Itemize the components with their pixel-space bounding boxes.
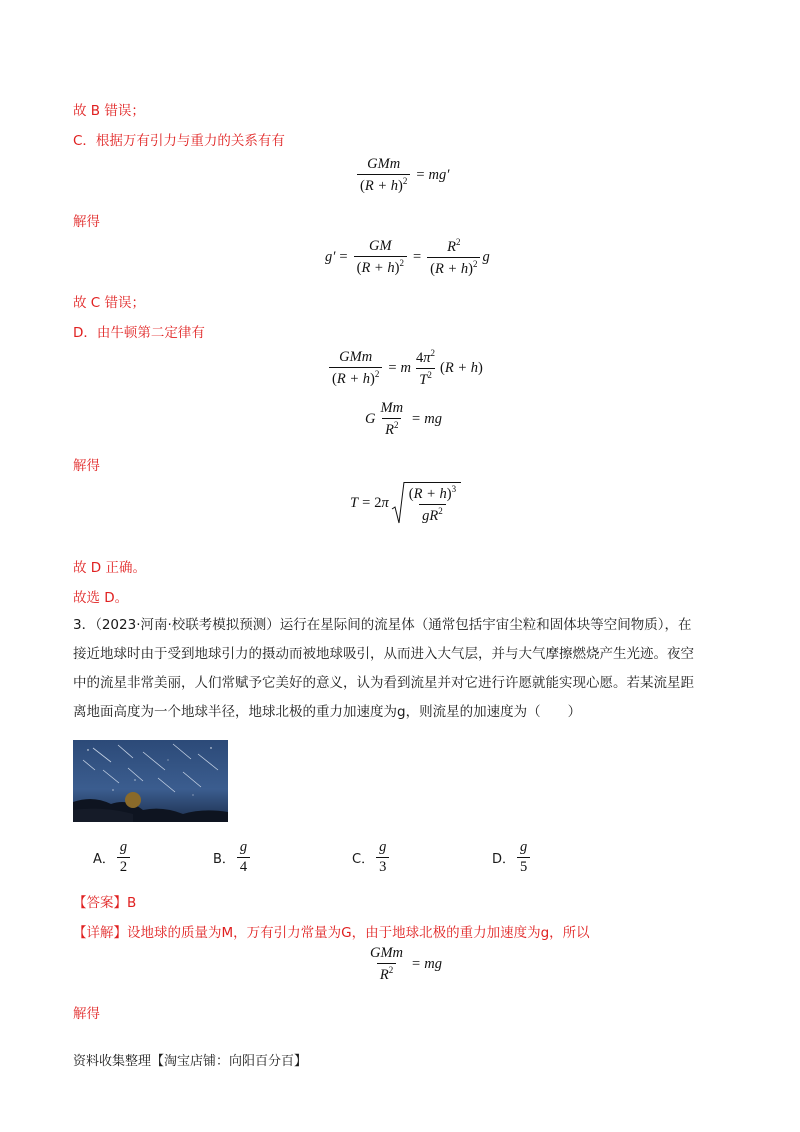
question-text-2: 接近地球时由于受到地球引力的摄动而被地球吸引，从而进入大气层，并与大气摩擦燃烧产生光迹。夜空	[73, 646, 694, 662]
page-footer: 资料收集整理【淘宝店铺：向阳百分百】	[73, 1054, 308, 1069]
question-text-3: 中的流星非常美丽，人们常赋予它美好的意义，认为看到流星并对它进行许愿就能实现心愿。若某流星距	[73, 675, 694, 691]
formula-period: T = 2 π $\frac{(R + h)^3}{gR^2}$	[350, 481, 461, 525]
formula-g-prime: g′ = $\frac{GM}{(R + h)^2}$ = $\frac{R^2}{(R + h)^2}$ g	[325, 237, 490, 277]
line-solve-3: 解得	[73, 1006, 100, 1022]
option-a-label: A．	[93, 852, 115, 868]
sqrt-sign-icon	[391, 481, 405, 525]
formula-gravity-relation: $\frac{\text{GMm}}{(R + h)^2}$ = mg′	[355, 157, 449, 194]
formula-surface-gravity: G $\frac{Mm}{R^2}$ = mg	[365, 400, 442, 439]
line-d-right: 故 D 正确。	[73, 560, 146, 576]
option-b-den: 4	[237, 857, 250, 875]
formula-newton-second-law: $\frac{\text{GMm}}{(R + h)^2}$ = m $\frac{4\pi^2}{T^2}$ ( R + h )	[327, 349, 483, 388]
line-solve-1: 解得	[73, 214, 100, 230]
detail-text: 设地球的质量为M，万有引力常量为G，由于地球北极的重力加速度为g，所以	[127, 925, 590, 941]
answer-line	[73, 891, 136, 911]
option-d[interactable]	[492, 840, 532, 875]
line-d-intro: D．由牛顿第二定律有	[73, 325, 205, 341]
answer-tag: 【答案】	[73, 895, 127, 911]
line-c-wrong: 故 C 错误；	[73, 295, 146, 311]
option-c[interactable]	[352, 840, 391, 875]
answer-value: B	[127, 895, 137, 911]
question-number: 3．	[73, 617, 96, 633]
option-d-den: 5	[517, 857, 530, 875]
option-c-label: C．	[352, 852, 375, 868]
detail-line	[73, 921, 590, 941]
option-a-num: g	[119, 839, 128, 855]
option-c-num: g	[379, 839, 387, 855]
question-text-4: 离地面高度为一个地球半径，地球北极的重力加速度为g，则流星的加速度为（ ）	[73, 704, 582, 720]
detail-tag: 【详解】	[73, 925, 127, 941]
line-choose: 故选 D。	[73, 590, 129, 606]
meteor-shower-image	[73, 740, 228, 822]
question-text-1: 运行在星际间的流星体（通常包括宇宙尘粒和固体块等空间物质），在	[279, 617, 692, 633]
option-d-label: D．	[492, 852, 516, 868]
option-a-den: 2	[117, 857, 130, 875]
line-c-intro: C．根据万有引力与重力的关系有有	[73, 133, 285, 149]
line-b-wrong: 故 B 错误；	[73, 103, 145, 119]
option-b-label: B．	[213, 852, 235, 868]
question-3	[73, 611, 723, 727]
question-source: （2023·河南·校联考模拟预测）	[95, 617, 280, 633]
option-d-num: g	[520, 839, 528, 855]
line-solve-2: 解得	[73, 458, 100, 474]
option-b[interactable]	[213, 840, 252, 875]
option-c-den: 3	[376, 857, 389, 875]
formula-north-pole-gravity: $\frac{\text{GMm}}{R^2}$ = mg	[370, 945, 442, 984]
option-b-num: g	[239, 839, 248, 855]
option-a[interactable]	[93, 840, 132, 875]
